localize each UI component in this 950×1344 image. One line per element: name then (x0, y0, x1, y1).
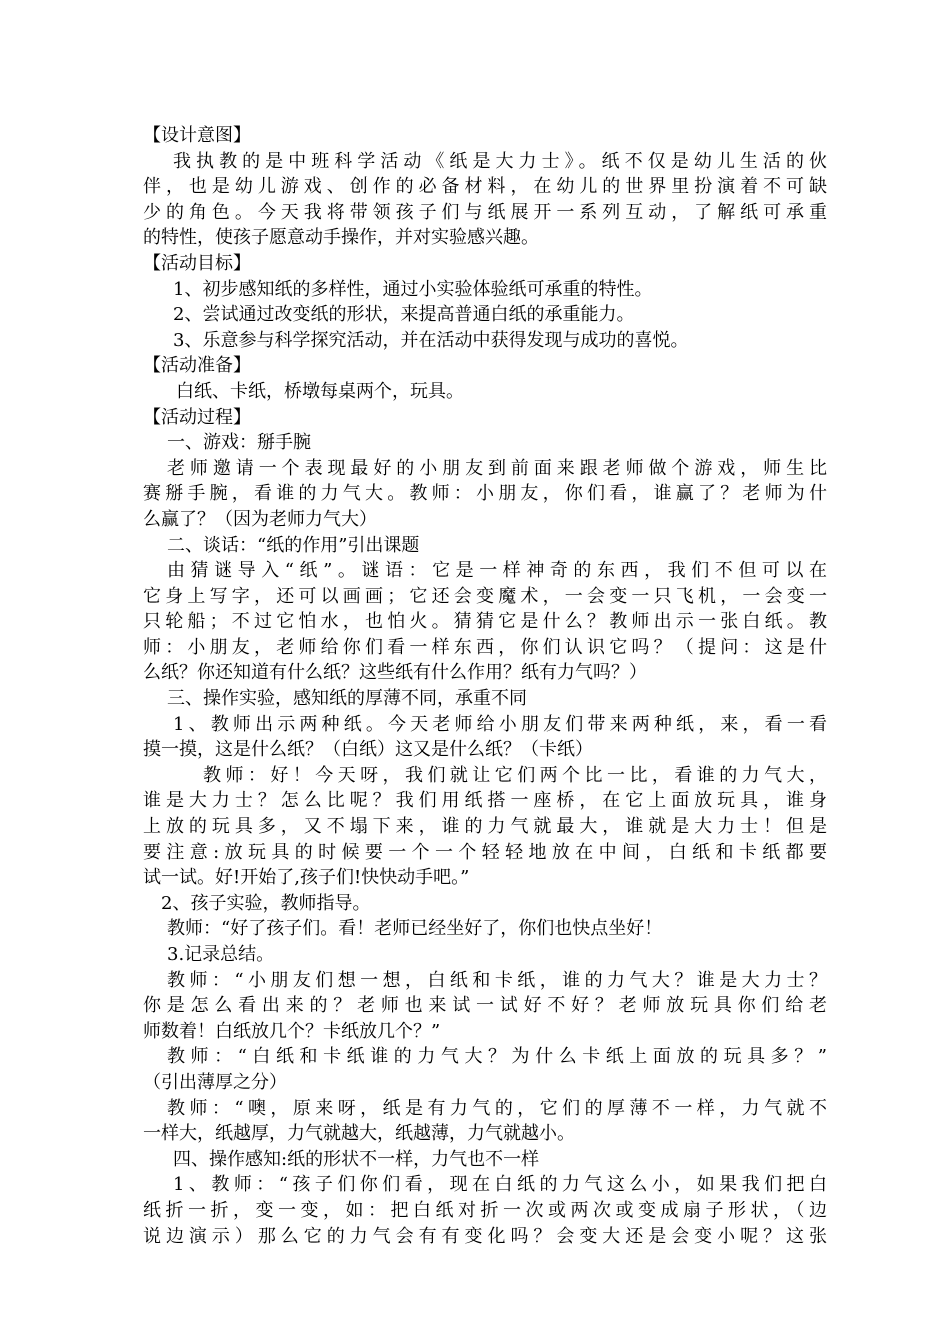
heading-activity-process: 【活动过程】 (143, 406, 251, 428)
paragraph-line: 我执教的是中班科学活动《纸是大力士》。纸不仅是幼儿生活的伙 (173, 150, 827, 172)
paragraph-line: 老师邀请一个表现最好的小朋友到前面来跟老师做个游戏，师生比 (167, 457, 827, 479)
paragraph-line: 一样大，纸越厚，力气就越大，纸越薄，力气就越小。 (143, 1123, 575, 1145)
section-title: 三、操作实验，感知纸的厚薄不同，承重不同 (167, 688, 527, 710)
goal-item: 2、尝试通过改变纸的形状，来提高普通白纸的承重能力。 (173, 304, 635, 326)
paragraph-line: 么赢了？（因为老师力气大） (143, 508, 377, 530)
paragraph-line: 由猜谜导入“纸”。谜语：它是一样神奇的东西，我们不但可以在 (167, 560, 827, 582)
paragraph-line: 它身上写字，还可以画画；它还会变魔术，一会变一只飞机，一会变一 (143, 585, 827, 607)
paragraph-line: 师：小朋友，老师给你们看一样东西，你们认识它吗？（提问：这是什 (143, 636, 827, 658)
paragraph-line: 摸一摸，这是什么纸？（白纸）这又是什么纸？（卡纸） (143, 739, 593, 761)
section-title: 一、游戏：掰手腕 (167, 432, 311, 454)
paragraph-line: 谁是大力士？怎么比呢？我们用纸搭一座桥，在它上面放玩具，谁身 (143, 790, 827, 812)
paragraph-line: 要注意:放玩具的时候要一个一个轻轻地放在中间，白纸和卡纸都要 (143, 841, 827, 863)
heading-activity-preparation: 【活动准备】 (143, 355, 251, 377)
heading-activity-goals: 【活动目标】 (143, 252, 251, 274)
goal-item: 3、乐意参与科学探究活动，并在活动中获得发现与成功的喜悦。 (173, 329, 689, 351)
paragraph-line: 说边演示）那么它的力气会有有变化吗？会变大还是会变小呢？这张 (143, 1225, 827, 1247)
paragraph-line: 只轮船；不过它怕水，也怕火。猜猜它是什么？教师出示一张白纸。教 (143, 611, 827, 633)
paragraph-line: 少的角色。今天我将带领孩子们与纸展开一系列互动，了解纸可承重 (143, 201, 827, 223)
step-title: 3.记录总结。 (167, 944, 275, 965)
paragraph-line: 1、教师出示两种纸。今天老师给小朋友们带来两种纸，来，看一看 (173, 713, 827, 735)
document-page (143, 123, 827, 1249)
paragraph-line: 赛掰手腕，看谁的力气大。教师：小朋友，你们看，谁赢了？老师为什 (143, 483, 827, 505)
paragraph-line: 你是怎么看出来的？老师也来试一试好不好？老师放玩具你们给老 (143, 995, 827, 1017)
paragraph-line: 试一试。好!开始了,孩子们!快快动手吧。” (143, 867, 470, 889)
paragraph-line: 么纸？你还知道有什么纸？这些纸有什么作用？纸有力气吗？） (143, 662, 647, 684)
heading-design-intent: 【设计意图】 (143, 125, 251, 146)
section-title: 四、操作感知:纸的形状不一样，力气也不一样 (173, 1148, 540, 1170)
paragraph-line: 伴，也是幼儿游戏、创作的必备材料，在幼儿的世界里扮演着不可缺 (143, 176, 827, 198)
paragraph-line: 教师：“噢，原来呀，纸是有力气的，它们的厚薄不一样，力气就不 (167, 1097, 827, 1119)
paragraph-line: 的特性，使孩子愿意动手操作，并对实验感兴趣。 (143, 227, 539, 249)
step-title: 2、孩子实验，教师指导。 (161, 892, 371, 914)
preparation-text: 白纸、卡纸，桥墩每桌两个，玩具。 (176, 380, 464, 402)
paragraph-line: 师数着！白纸放几个？卡纸放几个？” (143, 1020, 441, 1042)
paragraph-line: 纸折一折，变一变，如：把白纸对折一次或两次或变成扇子形状，（边 (143, 1199, 827, 1221)
paragraph-line: 教师：“小朋友们想一想，白纸和卡纸，谁的力气大？谁是大力士？ (167, 969, 827, 991)
goal-item: 1、初步感知纸的多样性，通过小实验体验纸可承重的特性。 (173, 278, 653, 300)
paragraph-line: 教师：“好了孩子们。看！老师已经坐好了，你们也快点坐好！ (167, 918, 663, 940)
section-title: 二、谈话：“纸的作用”引出课题 (167, 534, 420, 556)
paragraph-line: 教师：“白纸和卡纸谁的力气大？为什么卡纸上面放的玩具多？” (167, 1046, 827, 1068)
paragraph-line: 教师：好！今天呀，我们就让它们两个比一比，看谁的力气大， (203, 764, 827, 786)
paragraph-line: （引出薄厚之分） (143, 1071, 287, 1093)
paragraph-line: 上放的玩具多，又不塌下来，谁的力气就最大，谁就是大力士！但是 (143, 816, 827, 838)
paragraph-line: 1、教师：“孩子们你们看，现在白纸的力气这么小，如果我们把白 (173, 1174, 827, 1196)
